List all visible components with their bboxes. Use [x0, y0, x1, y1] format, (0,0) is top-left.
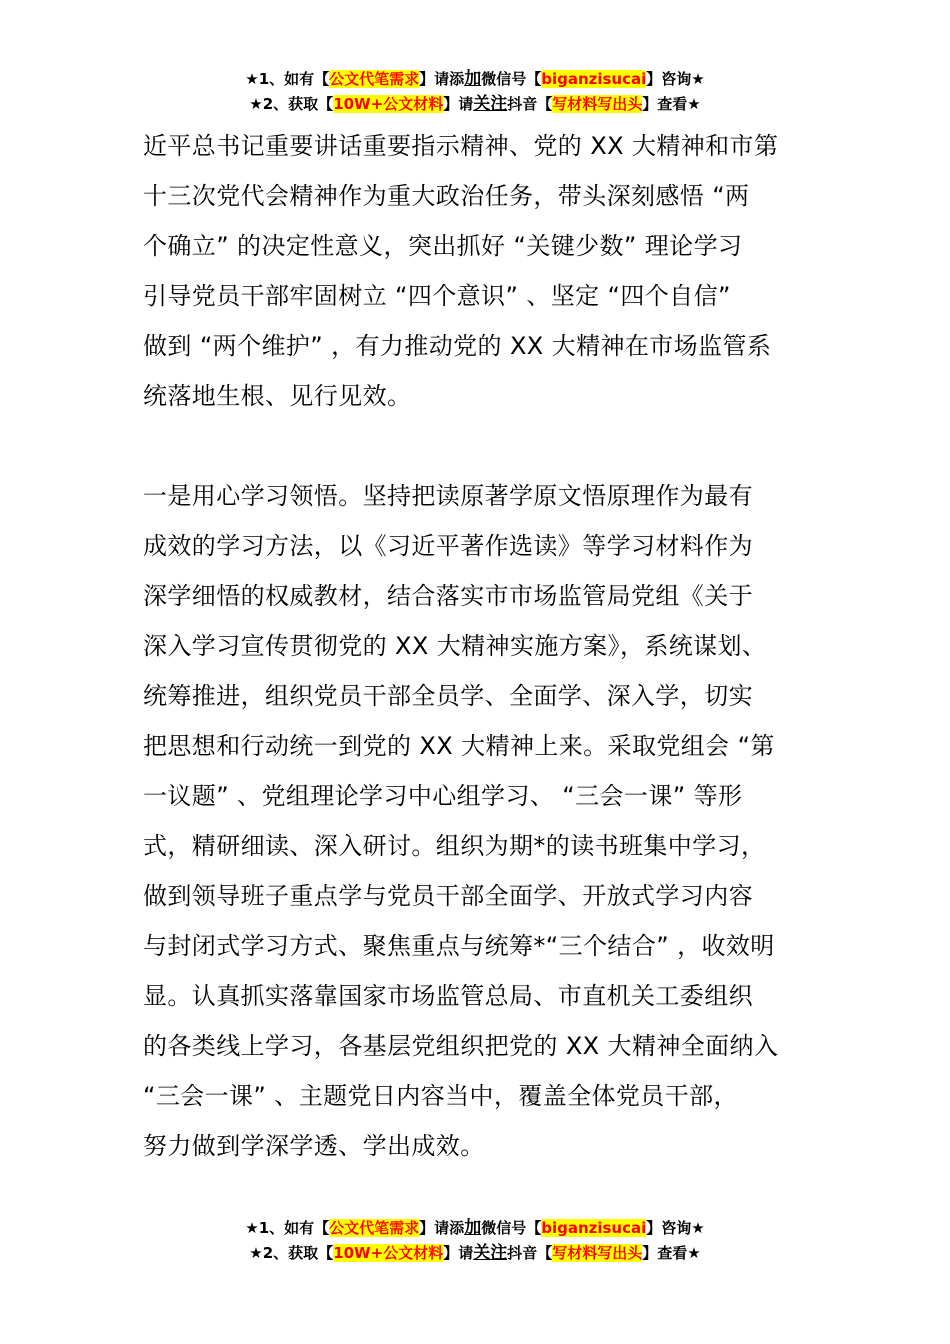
footer-line-1 [0, 1216, 950, 1241]
text-line: 深入学习宣传贯彻党的 XX 大精神实施方案》，系统谋划、 [143, 632, 767, 660]
footer-banner [0, 1216, 950, 1266]
footer-line-1-mid2: 微信号【 [481, 1219, 542, 1237]
document-body [143, 121, 813, 1171]
footer-line-2-mid2: 抖音【 [507, 1244, 553, 1262]
footer-line-1-emphasis: 加 [464, 1218, 482, 1238]
footer-line-2-highlight-douyin-account: 写材料写出头 [552, 1244, 643, 1262]
paragraph-1 [143, 121, 813, 421]
text-line: 努力做到学深学透、学出成效。 [143, 1132, 485, 1160]
text-line: 的各类线上学习，各基层党组织把党的 XX 大精神全面纳入 [143, 1032, 779, 1060]
text-line: 做到领导班子重点学与党员干部全面学、开放式学习内容 [143, 882, 753, 910]
header-line-2-suffix: 】查看★ [642, 95, 701, 113]
header-line-2-emphasis: 关注 [473, 94, 508, 114]
footer-line-1-mid: 】请添 [419, 1219, 465, 1237]
footer-line-1-highlight-wechat-id: biganzisucai [541, 1219, 647, 1237]
text-line: 做到 “两个维护” ，有力推动党的 XX 大精神在市场监管系 [143, 332, 772, 360]
footer-line-2 [0, 1241, 950, 1266]
text-line: 式，精研细读、深入研讨。组织为期*的读书班集中学习， [143, 832, 766, 860]
text-line: 统筹推进，组织党员干部全员学、全面学、深入学，切实 [143, 682, 753, 710]
text-line: 近平总书记重要讲话重要指示精神、党的 XX 大精神和市第 [143, 132, 779, 160]
text-line: 引导党员干部牢固树立 “四个意识” 、坚定 “四个自信” [143, 282, 731, 310]
text-line: 一是用心学习领悟。坚持把读原著学原文悟原理作为最有 [143, 482, 753, 510]
header-line-1-emphasis: 加 [464, 69, 482, 89]
header-line-1-prefix: ★1、如有【 [245, 70, 330, 88]
header-line-1-highlight-wechat-id: biganzisucai [541, 70, 647, 88]
header-line-1 [0, 67, 950, 92]
text-line: “三会一课” 、主题党日内容当中，覆盖全体党员干部， [143, 1082, 738, 1110]
text-line: 十三次党代会精神作为重大政治任务，带头深刻感悟 “两 [143, 182, 750, 210]
text-line: 深学细悟的权威教材，结合落实市市场监管局党组《关于 [143, 582, 753, 610]
header-line-1-mid: 】请添 [419, 70, 465, 88]
footer-line-2-highlight-materials: 10W+公文材料 [333, 1244, 444, 1262]
header-line-2 [0, 92, 950, 117]
text-line: 与封闭式学习方式、聚焦重点与统筹*“三个结合” ，收效明 [143, 932, 775, 960]
paragraph-spacer [143, 421, 813, 471]
text-line: 一议题” 、党组理论学习中心组学习、 “三会一课” 等形 [143, 782, 743, 810]
header-line-2-mid2: 抖音【 [507, 95, 553, 113]
text-line: 个确立” 的决定性意义，突出抓好 “关键少数” 理论学习 [143, 232, 743, 260]
footer-line-2-prefix: ★2、获取【 [249, 1244, 334, 1262]
header-line-1-suffix: 】咨询★ [646, 70, 705, 88]
footer-line-2-emphasis: 关注 [473, 1243, 508, 1263]
footer-line-1-suffix: 】咨询★ [646, 1219, 705, 1237]
text-line: 成效的学习方法，以《习近平著作选读》等学习材料作为 [143, 532, 753, 560]
footer-line-2-suffix: 】查看★ [642, 1244, 701, 1262]
header-line-2-prefix: ★2、获取【 [249, 95, 334, 113]
header-line-2-highlight-douyin-account: 写材料写出头 [552, 95, 643, 113]
text-line: 把思想和行动统一到党的 XX 大精神上来。采取党组会 “第 [143, 732, 775, 760]
text-line: 显。认真抓实落靠国家市场监管总局、市直机关工委组织 [143, 982, 753, 1010]
header-line-2-mid: 】请 [443, 95, 474, 113]
header-line-2-highlight-materials: 10W+公文材料 [333, 95, 444, 113]
header-banner [0, 67, 950, 117]
footer-line-1-prefix: ★1、如有【 [245, 1219, 330, 1237]
footer-line-2-mid: 】请 [443, 1244, 474, 1262]
header-line-1-mid2: 微信号【 [481, 70, 542, 88]
footer-line-1-highlight-service: 公文代笔需求 [329, 1219, 420, 1237]
paragraph-2 [143, 471, 813, 1171]
header-line-1-highlight-service: 公文代笔需求 [329, 70, 420, 88]
text-line: 统落地生根、见行见效。 [143, 382, 412, 410]
